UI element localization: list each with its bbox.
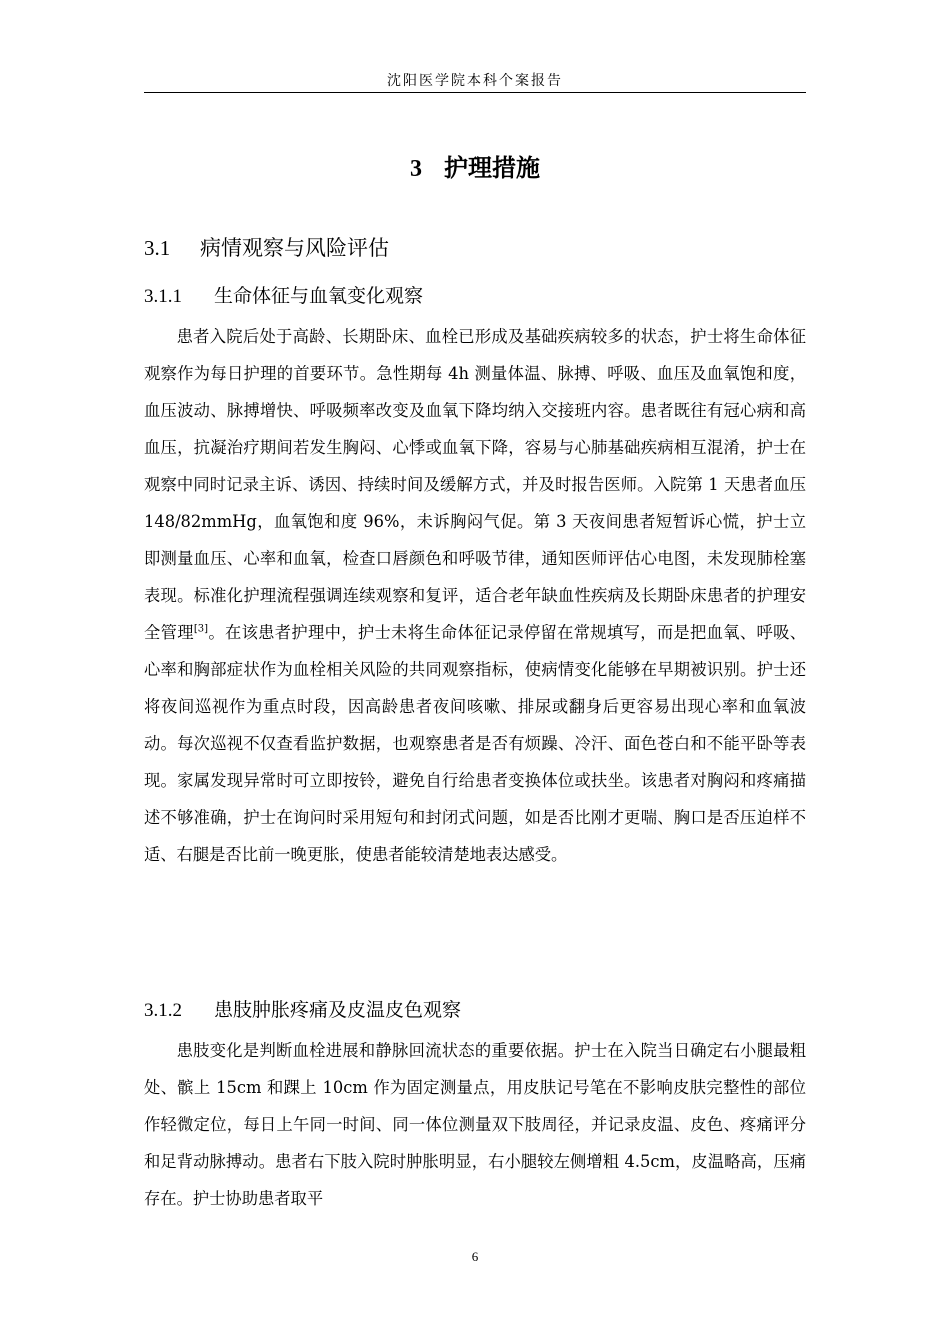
body-paragraph: 患肢变化是判断血栓进展和静脉回流状态的重要依据。护士在入院当日确定右小腿最粗处、髌上 15cm 和踝上 10cm 作为固定测量点，用皮肤记号笔在不影响皮肤完整性的部位作轻微定位，每日上午同一时间、同一体位测量双下肢周径，并记录皮温、皮色、疼痛评分和足背动脉搏动。患者右下肢入院时肿胀明显，右小腿较左侧增粗 4.5cm，皮温略高，压痛存在。护士协助患者取平 — [144, 1041, 806, 1208]
subsection-heading — [144, 995, 461, 1022]
subsection-title: 生命体征与血氧变化观察 — [214, 285, 424, 307]
header-divider — [144, 92, 806, 93]
subsection-number: 3.1.1 — [144, 286, 182, 307]
paragraph-text-continued: 。在该患者护理中，护士未将生命体征记录停留在常规填写，而是把血氧、呼吸、心率和胸部症状作为血栓相关风险的共同观察指标，使病情变化能够在早期被识别。护士还将夜间巡视作为重点时段，因高龄患者夜间咳嗽、排尿或翻身后更容易出现心率和血氧波动。每次巡视不仅查看监护数据，也观察患者是否有烦躁、冷汗、面色苍白和不能平卧等表现。家属发现异常时可立即按铃，避免自行给患者变换体位或扶坐。该患者对胸闷和疼痛描述不够准确，护士在询问时采用短句和封闭式问题，如是否比刚才更喘、胸口是否压迫样不适、右腿是否比前一晚更胀，使患者能较清楚地表达感受。 — [144, 623, 806, 864]
subsection-number: 3.1.2 — [144, 1000, 182, 1021]
body-paragraph — [144, 318, 806, 873]
section-title: 病情观察与风险评估 — [200, 236, 389, 260]
section-heading — [144, 232, 389, 262]
citation-reference: [3] — [193, 623, 209, 635]
subsection-title: 患肢肿胀疼痛及皮温皮色观察 — [214, 999, 462, 1021]
chapter-heading — [144, 148, 806, 183]
paragraph-text: 患者入院后处于高龄、长期卧床、血栓已形成及基础疾病较多的状态，护士将生命体征观察作为每日护理的首要环节。急性期每 4h 测量体温、脉搏、呼吸、血压及血氧饱和度，血压波动、脉搏增快、呼吸频率改变及血氧下降均纳入交接班内容。患者既往有冠心病和高血压，抗凝治疗期间若发生胸闷、心悸或血氧下降，容易与心肺基础疾病相互混淆，护士在观察中同时记录主诉、诱因、持续时间及缓解方式，并及时报告医师。入院第 1 天患者血压 148/82mmHg，血氧饱和度 96%，未诉胸闷气促。第 3 天夜间患者短暂诉心慌，护士立即测量血压、心率和血氧，检查口唇颜色和呼吸节律，通知医师评估心电图，未发现肺栓塞表现。标准化护理流程强调连续观察和复评，适合老年缺血性疾病及长期卧床患者的护理安全管理 — [144, 327, 806, 642]
subsection-heading — [144, 281, 423, 308]
running-header: 沈阳医学院本科个案报告 — [387, 73, 563, 89]
section-number: 3.1 — [144, 236, 171, 260]
page-number: 6 — [471, 1249, 479, 1264]
chapter-number: 3 — [410, 156, 422, 182]
chapter-title: 护理措施 — [444, 154, 540, 182]
